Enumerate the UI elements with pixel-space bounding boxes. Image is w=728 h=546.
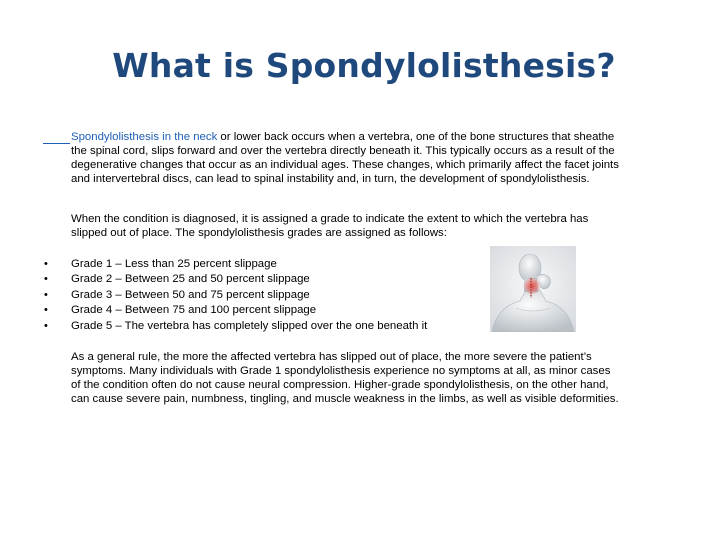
grade-4-text: Grade 4 – Between 75 and 100 percent slippage [71, 304, 317, 317]
intro-text: or lower back occurs when a vertebra, one of the bone structures that sheathe the spinal cord, slips forward and over the vertebra directly beneath it. This typically occurs as a result of the degenerative changes that occur as an individual ages. These changes, which primarily affect the facet joints and intervertebral discs, can lead to spinal instability and, in turn, the development of spondylolisthesis. [71, 131, 619, 185]
grade-list [0, 258, 470, 335]
closing-paragraph: As a general rule, the more the affected vertebra has slipped out of place, the more severe the patient’s symptoms. Many individuals with Grade 1 spondylolisthesis experience no symptoms at all, as minor cases of the condition often do not cause neural compression. Higher-grade spondylolisthesis, on the other hand, can cause severe pain, numbness, tingling, and muscle weakness in the limbs, as well as visible deformities. [71, 351, 619, 405]
spondylolisthesis-neck-link[interactable]: Spondylolisthesis in the neck [71, 131, 218, 143]
slide-title: What is Spondylolisthesis? [112, 46, 616, 85]
list-item [0, 258, 470, 273]
list-item [0, 304, 470, 319]
list-item [0, 273, 470, 288]
bullet-icon: • [44, 288, 48, 301]
bullet-icon: • [44, 258, 48, 270]
grade-5-text: Grade 5 – The vertebra has completely slipped over the one beneath it [71, 319, 428, 332]
grade-1-text: Grade 1 – Less than 25 percent slippage [71, 258, 277, 270]
grade-2-text: Grade 2 – Between 25 and 50 percent slippage [71, 273, 310, 286]
intro-paragraph [71, 131, 621, 187]
bullet-icon: • [44, 304, 48, 317]
list-item [0, 320, 470, 335]
bullet-icon: • [44, 273, 48, 286]
list-item [0, 289, 470, 304]
link-underline-rule [43, 143, 70, 144]
neck-pain-illustration-svg [490, 246, 576, 332]
bullet-icon: • [44, 319, 48, 332]
grading-paragraph: When the condition is diagnosed, it is assigned a grade to indicate the extent to which the vertebra has slipped out of place. The spondylolisthesis grades are assigned as follows: [71, 213, 589, 239]
grade-3-text: Grade 3 – Between 50 and 75 percent slippage [71, 288, 310, 301]
neck-pain-illustration-icon [490, 246, 576, 332]
